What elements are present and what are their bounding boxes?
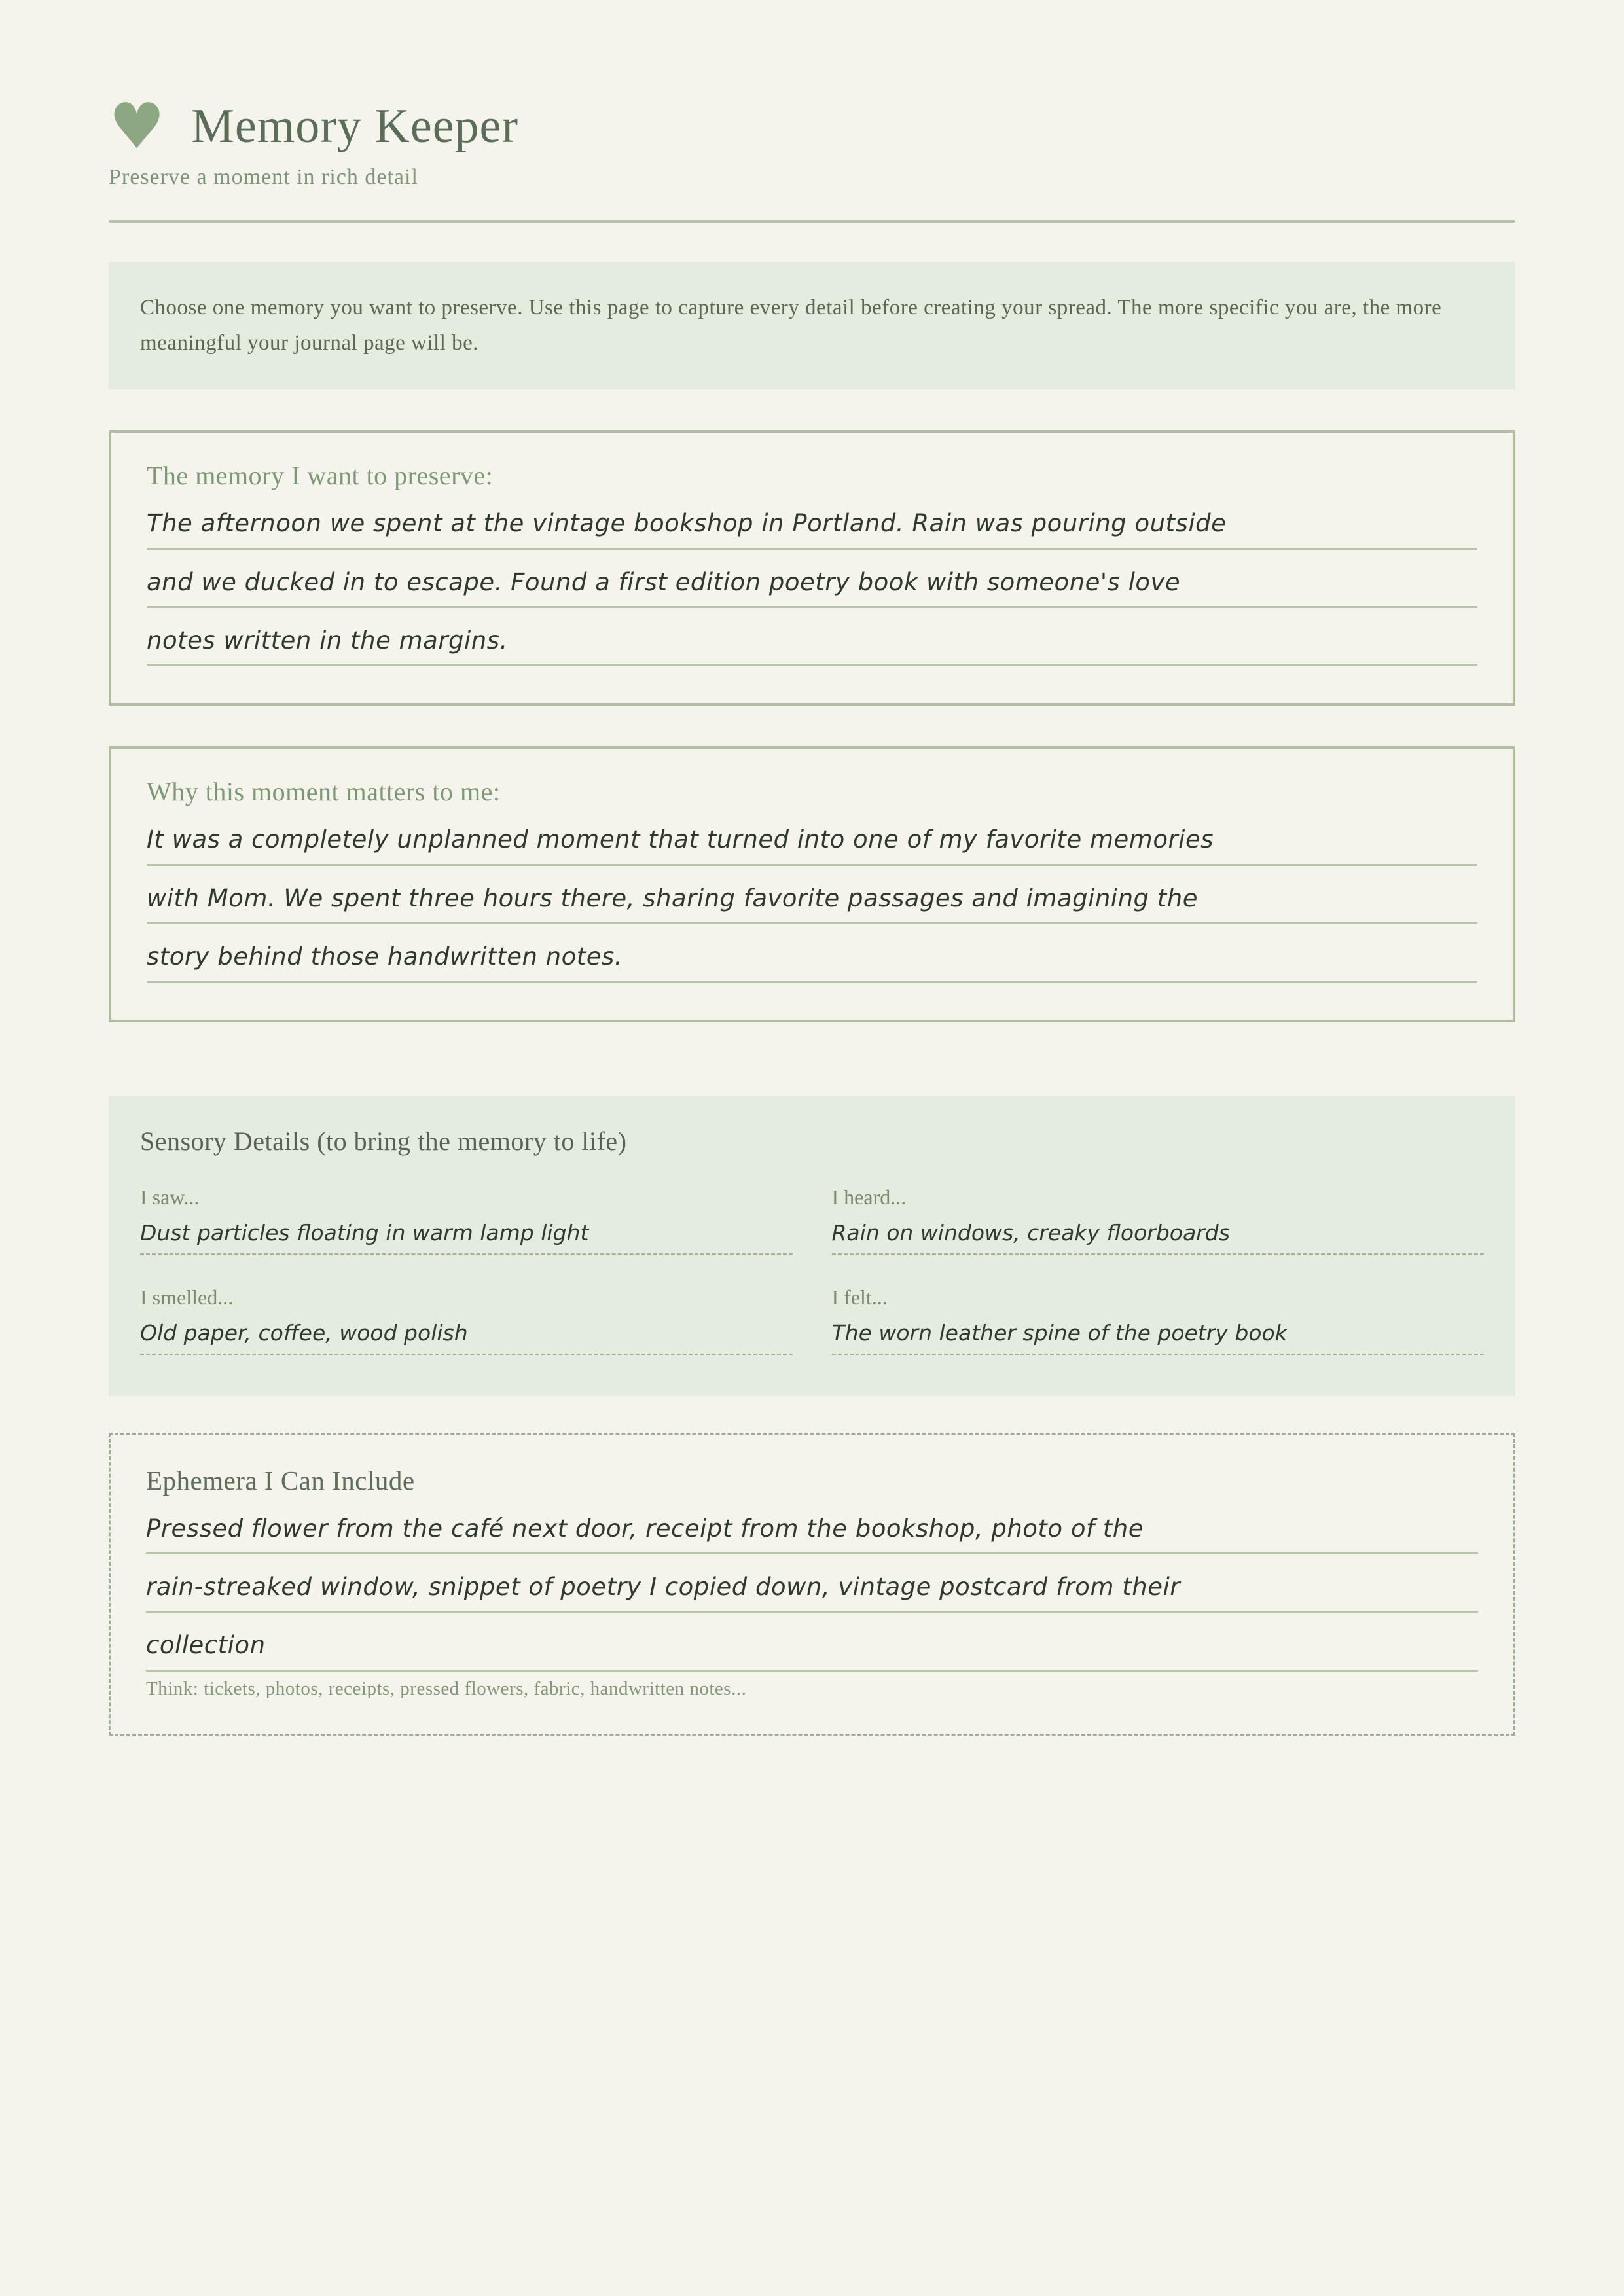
memory-section [109,430,1515,706]
sensory-label-felt: I felt... [831,1285,888,1309]
sensory-title: Sensory Details (to bring the memory to life) [140,1126,627,1156]
sensory-label-heard: I heard... [831,1185,907,1209]
sensory-grid [140,1185,1484,1355]
header-divider [109,220,1515,223]
sensory-section [109,1096,1515,1396]
memory-line-2: and we ducked in to escape. Found a first edition poetry book with someone's love [147,550,1477,608]
page-header [109,90,1515,163]
intro-text: Choose one memory you want to preserve. Use this page to capture every detail before creating your spread. The more specific you are, the more meaningful your journal page will be. [140,296,1442,355]
why-line-2: with Mom. We spent three hours there, sharing favorite passages and imagining the [147,866,1477,924]
why-section [109,746,1515,1022]
heart-icon: ♥ [109,90,166,163]
why-label: Why this moment matters to me: [147,777,501,807]
ephemera-line-1: Pressed flower from the café next door, receipt from the bookshop, photo of the [146,1496,1478,1554]
sensory-label-smelled: I smelled... [140,1285,234,1309]
sensory-value-saw: Dust particles floating in warm lamp light [140,1210,793,1255]
sensory-value-heard: Rain on windows, creaky floorboards [832,1210,1485,1255]
memory-line-1: The afternoon we spent at the vintage bookshop in Portland. Rain was pouring outside [147,491,1477,549]
sensory-field-smelled [140,1285,793,1355]
sensory-field-saw [140,1185,793,1255]
intro-callout [109,262,1515,389]
sensory-value-felt: The worn leather spine of the poetry book [832,1310,1485,1355]
memory-line-3: notes written in the margins. [147,608,1477,666]
why-line-1: It was a completely unplanned moment that turned into one of my favorite memories [147,807,1477,865]
memory-label: The memory I want to preserve: [147,461,494,491]
ephemera-title: Ephemera I Can Include [146,1465,415,1496]
ephemera-hint: Think: tickets, photos, receipts, pressed flowers, fabric, handwritten notes... [146,1677,747,1699]
page-title: Memory Keeper [191,99,519,153]
page-subtitle: Preserve a moment in rich detail [109,165,418,190]
sensory-value-smelled: Old paper, coffee, wood polish [140,1310,793,1355]
why-line-3: story behind those handwritten notes. [147,924,1477,982]
ephemera-line-3: collection [146,1613,1478,1671]
ephemera-section [109,1433,1515,1736]
ephemera-line-2: rain-streaked window, snippet of poetry I copied down, vintage postcard from their [146,1554,1478,1613]
sensory-field-heard [832,1185,1485,1255]
sensory-field-felt [832,1285,1485,1355]
sensory-label-saw: I saw... [140,1185,200,1209]
